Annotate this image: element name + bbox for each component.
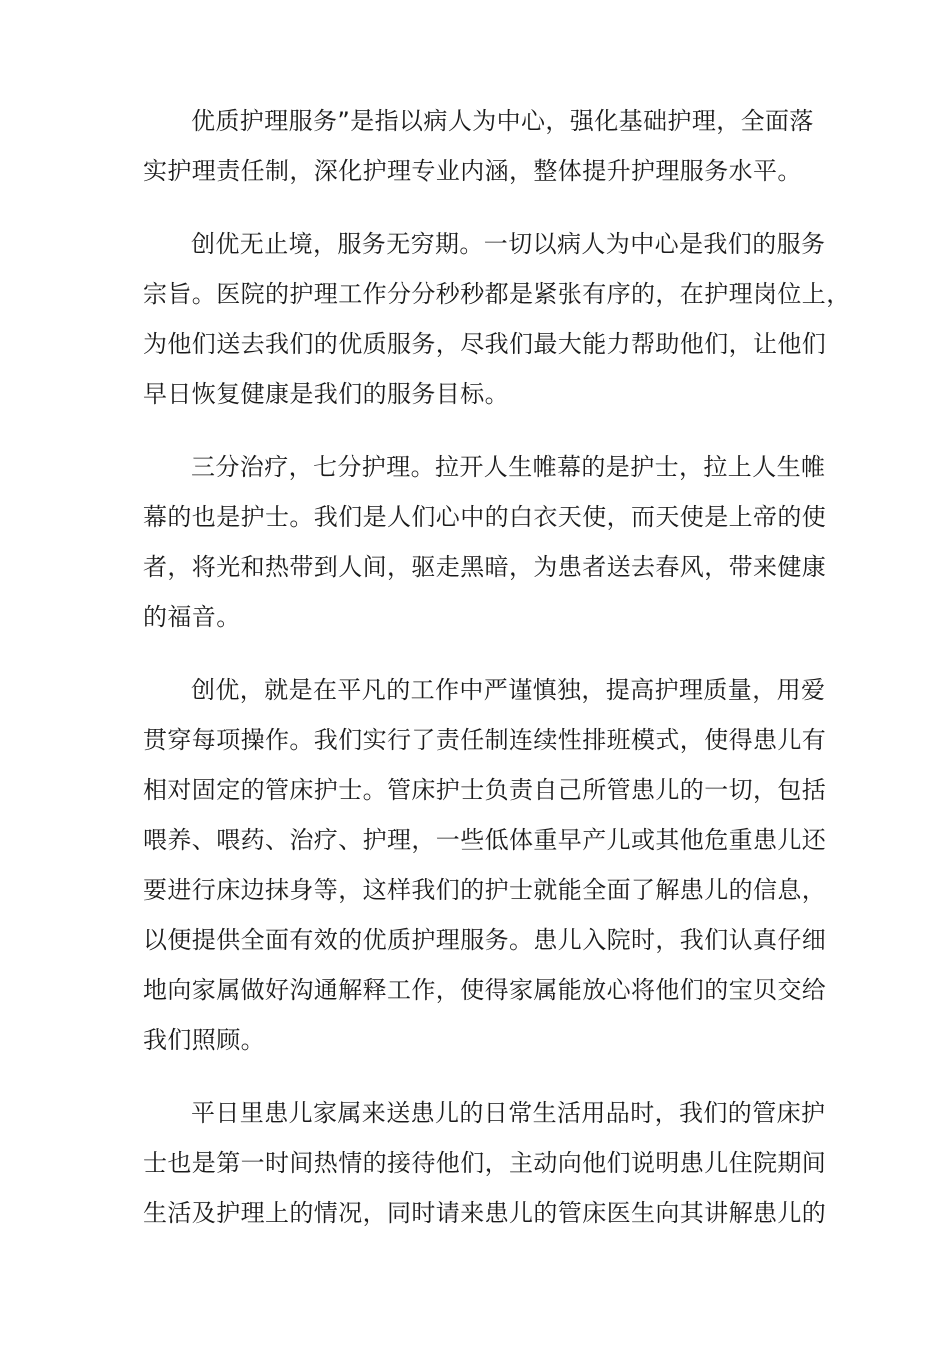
paragraph <box>143 1088 827 1238</box>
text-line: 生活及护理上的情况，同时请来患儿的管床医生向其讲解患儿的 <box>143 1199 827 1227</box>
text-line: 创优，就是在平凡的工作中严谨慎独，提高护理质量，用爱 <box>191 676 826 704</box>
text-line: 实护理责任制，深化护理专业内涵，整体提升护理服务水平。 <box>143 157 802 185</box>
text-line: 幕的也是护士。我们是人们心中的白衣天使，而天使是上帝的使 <box>143 503 827 531</box>
text-line: 早日恢复健康是我们的服务目标。 <box>143 380 509 408</box>
paragraph <box>143 665 827 1065</box>
text-line: 以便提供全面有效的优质护理服务。患儿入院时，我们认真仔细 <box>143 926 827 954</box>
text-line: 我们照顾。 <box>143 1026 265 1054</box>
text-line: 宗旨。医院的护理工作分分秒秒都是紧张有序的，在护理岗位上， <box>143 280 851 308</box>
text-line: 喂养、喂药、治疗、护理，一些低体重早产儿或其他危重患儿还 <box>143 826 827 854</box>
text-line: 地向家属做好沟通解释工作，使得家属能放心将他们的宝贝交给 <box>143 976 827 1004</box>
paragraph <box>143 96 819 196</box>
text-line: 创优无止境，服务无穷期。一切以病人为中心是我们的服务 <box>191 230 826 258</box>
text-line: 为他们送去我们的优质服务，尽我们最大能力帮助他们，让他们 <box>143 330 827 358</box>
text-line: 士也是第一时间热情的接待他们，主动向他们说明患儿住院期间 <box>143 1149 827 1177</box>
text-line: 者，将光和热带到人间，驱走黑暗，为患者送去春风，带来健康 <box>143 553 827 581</box>
text-line: 贯穿每项操作。我们实行了责任制连续性排班模式，使得患儿有 <box>143 726 827 754</box>
paragraph <box>143 442 827 642</box>
text-line: 优质护理服务”是指以病人为中心，强化基础护理，全面落 <box>191 107 814 135</box>
text-line: 平日里患儿家属来送患儿的日常生活用品时，我们的管床护 <box>191 1099 826 1127</box>
text-line: 相对固定的管床护士。管床护士负责自己所管患儿的一切，包括 <box>143 776 827 804</box>
document-body <box>143 96 851 1261</box>
text-line: 的福音。 <box>143 603 241 631</box>
paragraph <box>143 219 851 419</box>
text-line: 三分治疗，七分护理。拉开人生帷幕的是护士，拉上人生帷 <box>191 453 826 481</box>
text-line: 要进行床边抹身等，这样我们的护士就能全面了解患儿的信息， <box>143 876 827 904</box>
